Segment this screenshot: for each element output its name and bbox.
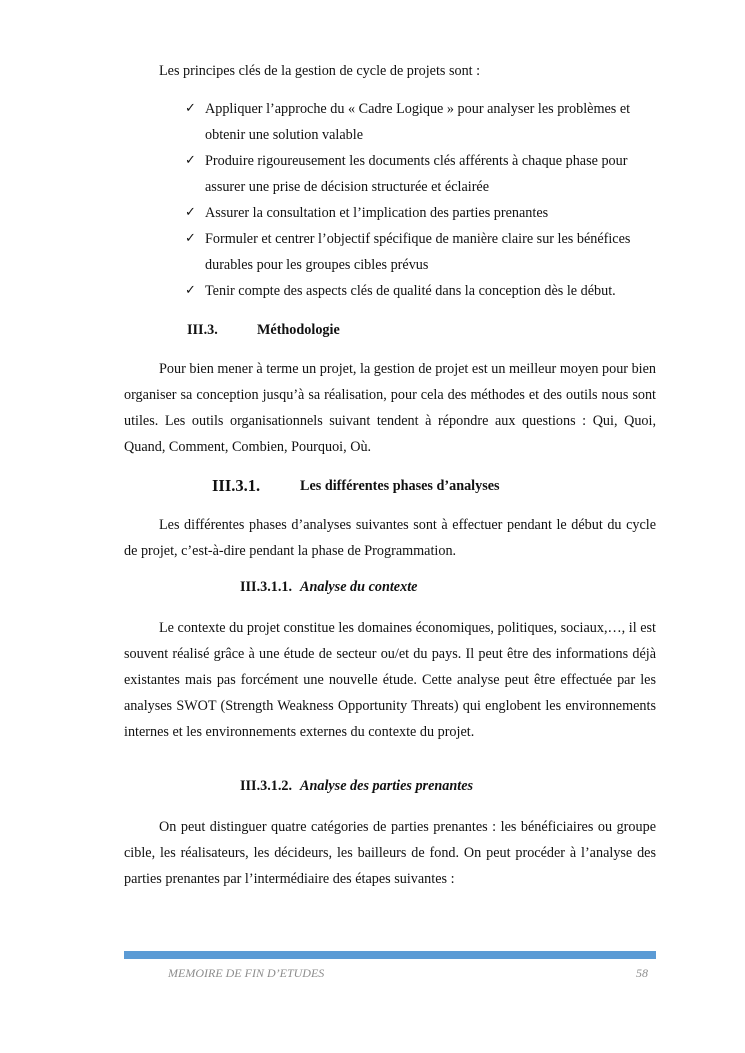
intro-text: Les principes clés de la gestion de cycle de projets sont : bbox=[159, 63, 481, 79]
methodologie-paragraph bbox=[124, 356, 656, 460]
parties-prenantes-paragraph bbox=[124, 814, 656, 892]
list-item bbox=[185, 226, 657, 278]
subsection-number: III.3.1. bbox=[212, 476, 261, 495]
subsubsection-title: Analyse du contexte bbox=[300, 579, 418, 595]
page-number: 58 bbox=[636, 966, 648, 980]
checkmark-icon: ✓ bbox=[185, 153, 196, 168]
section-number: III.3. bbox=[187, 322, 218, 338]
subsection-title: Les différentes phases d’analyses bbox=[300, 478, 500, 494]
list-item bbox=[185, 200, 657, 226]
checkmark-icon: ✓ bbox=[185, 231, 196, 246]
paragraph-text: On peut distinguer quatre catégories de parties prenantes : les bénéficiaires ou groupe cible, les réalisateurs, les décideurs, les bailleurs de fond. On peut procéder à l’analyse des parties prenantes par l’intermédiaire des étapes suivantes : bbox=[124, 819, 656, 887]
checkmark-icon: ✓ bbox=[185, 205, 196, 220]
list-item bbox=[185, 96, 657, 148]
list-item bbox=[185, 278, 657, 304]
section-title: Méthodologie bbox=[257, 322, 340, 338]
contexte-paragraph bbox=[124, 615, 656, 745]
checkmark-icon: ✓ bbox=[185, 101, 196, 116]
checkmark-icon: ✓ bbox=[185, 283, 196, 298]
paragraph-text: Le contexte du projet constitue les domaines économiques, politiques, sociaux,…, il est souvent réalisé grâce à une étude de secteur ou/et du pays. Il peut être des informations déjà existantes mais pas forcément une nouvelle étude. Cette analyse peut être effectuée par les analyses SWOT (Strength Weakness Opportunity Threats) qui englobent les environnements internes et les environnements externes du contexte du projet. bbox=[124, 620, 656, 740]
footer-divider bbox=[124, 951, 656, 959]
subsubsection-title: Analyse des parties prenantes bbox=[300, 778, 474, 794]
phases-paragraph bbox=[124, 512, 656, 564]
list-item-text: Formuler et centrer l’objectif spécifique de manière claire sur les bénéfices durables pour les groupes cibles prévus bbox=[205, 231, 631, 273]
list-item bbox=[185, 148, 657, 200]
list-item-text: Tenir compte des aspects clés de qualité dans la conception dès le début. bbox=[205, 283, 616, 299]
principles-list bbox=[185, 96, 657, 304]
list-item-text: Appliquer l’approche du « Cadre Logique » pour analyser les problèmes et obtenir une solution valable bbox=[205, 101, 631, 143]
paragraph-text: Les différentes phases d’analyses suivantes sont à effectuer pendant le début du cycle de projet, c’est-à-dire pendant la phase de Programmation. bbox=[124, 517, 656, 559]
list-item-text: Assurer la consultation et l’implication des parties prenantes bbox=[205, 205, 549, 221]
list-item-text: Produire rigoureusement les documents clés afférents à chaque phase pour assurer une prise de décision structurée et éclairée bbox=[205, 153, 628, 195]
paragraph-text: Pour bien mener à terme un projet, la gestion de projet est un meilleur moyen pour bien organiser sa conception jusqu’à sa réalisation, pour cela des méthodes et des outils nous sont utiles. Les outils organisationnels suivant tendent à répondre aux questions : Qui, Quoi, Quand, Comment, Combien, Pourquoi, Où. bbox=[124, 361, 656, 455]
footer-title: MEMOIRE DE FIN D’ETUDES bbox=[168, 966, 325, 980]
subsubsection-number: III.3.1.2. bbox=[240, 778, 293, 794]
subsubsection-number: III.3.1.1. bbox=[240, 579, 293, 595]
